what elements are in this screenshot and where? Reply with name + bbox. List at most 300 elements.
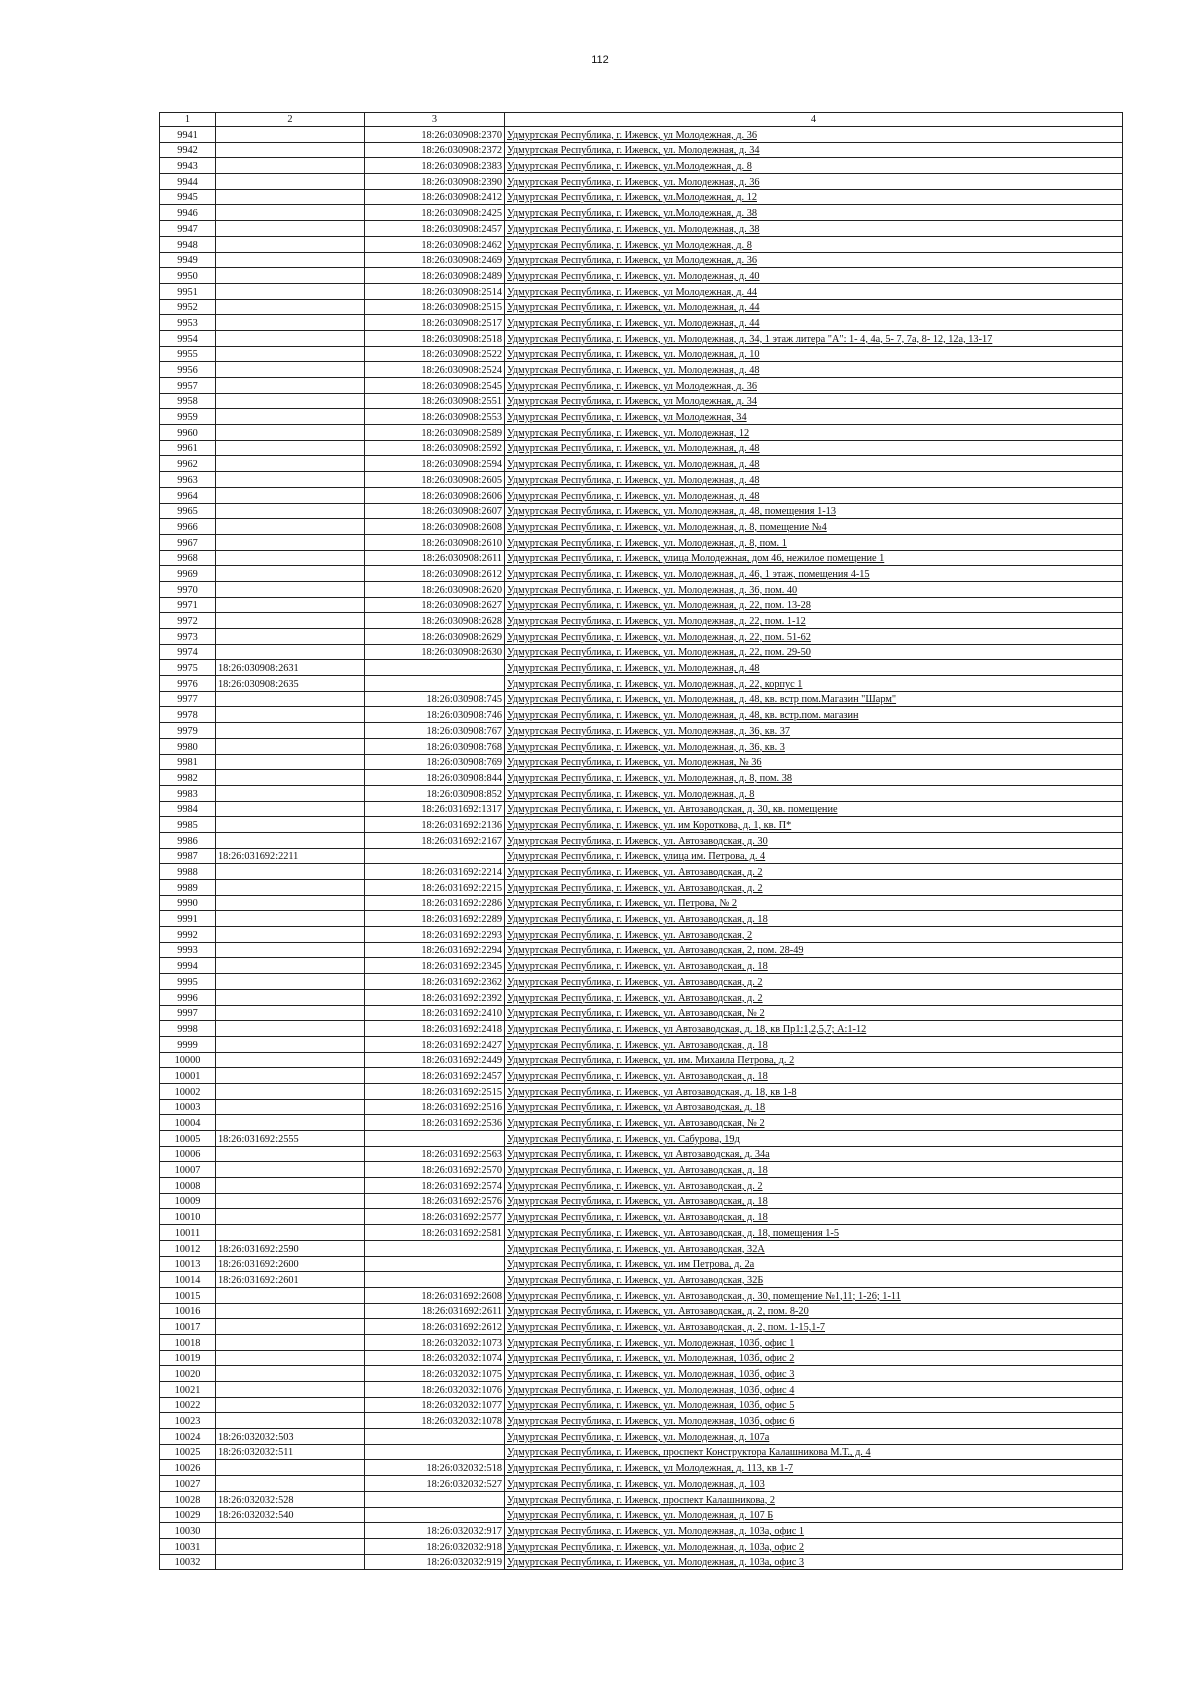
- cadastral-number-col3: 18:26:031692:2570: [365, 1162, 505, 1178]
- row-number: 9977: [160, 691, 216, 707]
- cadastral-number-col2: [216, 1476, 365, 1492]
- address: Удмуртская Республика, г. Ижевск, ул. Молодежная, д. 103: [505, 1476, 1123, 1492]
- row-number: 9980: [160, 738, 216, 754]
- row-number: 9983: [160, 785, 216, 801]
- cadastral-number-col2: [216, 1146, 365, 1162]
- table-row: [160, 1554, 1123, 1570]
- cadastral-number-col2: [216, 330, 365, 346]
- row-number: 10012: [160, 1240, 216, 1256]
- cadastral-number-col2: [216, 864, 365, 880]
- row-number: 9961: [160, 440, 216, 456]
- cadastral-number-col3: 18:26:030908:769: [365, 754, 505, 770]
- table-row: [160, 1099, 1123, 1115]
- cadastral-number-col3: [365, 1507, 505, 1523]
- address: Удмуртская Республика, г. Ижевск, ул. Молодежная, д. 8, пом. 38: [505, 770, 1123, 786]
- table-row: [160, 1256, 1123, 1272]
- cadastral-number-col2: 18:26:032032:511: [216, 1444, 365, 1460]
- cadastral-number-col2: [216, 1036, 365, 1052]
- table-row: [160, 409, 1123, 425]
- row-number: 9964: [160, 487, 216, 503]
- cadastral-number-col3: 18:26:030908:745: [365, 691, 505, 707]
- row-number: 10029: [160, 1507, 216, 1523]
- cadastral-number-col2: [216, 440, 365, 456]
- row-number: 10017: [160, 1319, 216, 1335]
- cadastral-number-col3: [365, 1491, 505, 1507]
- address: Удмуртская Республика, г. Ижевск, ул. Молодежная, 103б, офис 4: [505, 1382, 1123, 1398]
- cadastral-number-col3: 18:26:031692:2574: [365, 1178, 505, 1194]
- row-number: 10000: [160, 1052, 216, 1068]
- cadastral-number-col3: [365, 1272, 505, 1288]
- address: Удмуртская Республика, г. Ижевск, ул. Молодежная, д. 8: [505, 785, 1123, 801]
- table-row: [160, 268, 1123, 284]
- address: Удмуртская Республика, г. Ижевск, ул. Петрова, № 2: [505, 895, 1123, 911]
- cadastral-number-col3: 18:26:031692:2515: [365, 1083, 505, 1099]
- row-number: 10018: [160, 1334, 216, 1350]
- row-number: 9948: [160, 236, 216, 252]
- cadastral-number-col3: 18:26:032032:918: [365, 1538, 505, 1554]
- row-number: 9955: [160, 346, 216, 362]
- cadastral-number-col3: 18:26:030908:2610: [365, 534, 505, 550]
- address: Удмуртская Республика, г. Ижевск, ул Молодежная, д. 34: [505, 393, 1123, 409]
- cadastral-number-col3: 18:26:031692:2294: [365, 942, 505, 958]
- table-row: [160, 393, 1123, 409]
- address: Удмуртская Республика, г. Ижевск, ул. Молодежная, д. 22, пом. 51-62: [505, 629, 1123, 645]
- cadastral-number-col2: [216, 958, 365, 974]
- cadastral-number-col3: 18:26:030908:768: [365, 738, 505, 754]
- cadastral-number-col3: 18:26:031692:2215: [365, 880, 505, 896]
- row-number: 10023: [160, 1413, 216, 1429]
- cadastral-number-col2: 18:26:030908:2635: [216, 676, 365, 692]
- table-row: [160, 676, 1123, 692]
- cadastral-number-col3: 18:26:030908:2594: [365, 456, 505, 472]
- address: Удмуртская Республика, г. Ижевск, ул. Молодежная, д. 44: [505, 315, 1123, 331]
- cadastral-number-col3: 18:26:030908:2514: [365, 283, 505, 299]
- address: Удмуртская Республика, г. Ижевск, ул. Молодежная, д. 34, 1 этаж литера "А": 1- 4, 4а, 5- 7, 7а, 8- 12, 12а, 13-17: [505, 330, 1123, 346]
- row-number: 9967: [160, 534, 216, 550]
- cadastral-number-col3: 18:26:030908:852: [365, 785, 505, 801]
- address: Удмуртская Республика, г. Ижевск, ул. Молодежная, д. 107 Б: [505, 1507, 1123, 1523]
- table-row: [160, 1272, 1123, 1288]
- table-row: [160, 817, 1123, 833]
- cadastral-number-col3: 18:26:030908:746: [365, 707, 505, 723]
- cadastral-number-col2: [216, 942, 365, 958]
- cadastral-number-col2: 18:26:031692:2590: [216, 1240, 365, 1256]
- address: Удмуртская Республика, г. Ижевск, ул. Молодежная, д. 44: [505, 299, 1123, 315]
- cadastral-number-col2: [216, 1334, 365, 1350]
- cadastral-number-col2: [216, 629, 365, 645]
- row-number: 9988: [160, 864, 216, 880]
- cadastral-number-col3: [365, 848, 505, 864]
- row-number: 10015: [160, 1287, 216, 1303]
- cadastral-number-col3: 18:26:030908:2627: [365, 597, 505, 613]
- address: Удмуртская Республика, г. Ижевск, ул. Молодежная, д. 103а, офис 3: [505, 1554, 1123, 1570]
- address: Удмуртская Республика, г. Ижевск, ул. Молодежная, д. 107а: [505, 1429, 1123, 1445]
- cadastral-number-col3: 18:26:032032:1074: [365, 1350, 505, 1366]
- table-row: [160, 660, 1123, 676]
- row-number: 9946: [160, 205, 216, 221]
- cadastral-number-col2: 18:26:031692:2211: [216, 848, 365, 864]
- cadastral-number-col2: [216, 817, 365, 833]
- address: Удмуртская Республика, г. Ижевск, ул. Сабурова, 19д: [505, 1131, 1123, 1147]
- cadastral-number-col3: 18:26:030908:2545: [365, 378, 505, 394]
- cadastral-number-col2: [216, 1538, 365, 1554]
- cadastral-number-col3: 18:26:030908:2518: [365, 330, 505, 346]
- cadastral-number-col3: [365, 1444, 505, 1460]
- cadastral-number-col3: 18:26:031692:2289: [365, 911, 505, 927]
- row-number: 10004: [160, 1115, 216, 1131]
- table-row: [160, 629, 1123, 645]
- address: Удмуртская Республика, г. Ижевск, ул. Молодежная, д. 103а, офис 1: [505, 1523, 1123, 1539]
- table-row: [160, 832, 1123, 848]
- table-row: [160, 770, 1123, 786]
- address: Удмуртская Республика, г. Ижевск, ул. им. Михаила Петрова, д. 2: [505, 1052, 1123, 1068]
- table-row: [160, 1491, 1123, 1507]
- cadastral-number-col2: [216, 1366, 365, 1382]
- cadastral-number-col2: 18:26:030908:2631: [216, 660, 365, 676]
- cadastral-number-col2: [216, 1554, 365, 1570]
- row-number: 10005: [160, 1131, 216, 1147]
- cadastral-number-col3: 18:26:031692:2449: [365, 1052, 505, 1068]
- cadastral-number-col2: [216, 1005, 365, 1021]
- cadastral-number-col2: [216, 566, 365, 582]
- table-row: [160, 1068, 1123, 1084]
- table-row: [160, 1538, 1123, 1554]
- row-number: 9947: [160, 221, 216, 237]
- address: Удмуртская Республика, г. Ижевск, ул Молодежная, д. 36: [505, 378, 1123, 394]
- cadastral-number-col3: 18:26:030908:2383: [365, 158, 505, 174]
- address: Удмуртская Республика, г. Ижевск, улица им. Петрова, д. 4: [505, 848, 1123, 864]
- table-row: [160, 1334, 1123, 1350]
- row-number: 10002: [160, 1083, 216, 1099]
- table-row: [160, 1178, 1123, 1194]
- address: Удмуртская Республика, г. Ижевск, ул. Молодежная, д. 10: [505, 346, 1123, 362]
- row-number: 9943: [160, 158, 216, 174]
- cadastral-number-col2: [216, 1319, 365, 1335]
- address: Удмуртская Республика, г. Ижевск, ул. Молодежная, д. 48: [505, 660, 1123, 676]
- address: Удмуртская Республика, г. Ижевск, ул. Автозаводская, д. 2, пом. 1-15,1-7: [505, 1319, 1123, 1335]
- address: Удмуртская Республика, г. Ижевск, ул. Автозаводская, 32А: [505, 1240, 1123, 1256]
- table-row: [160, 1366, 1123, 1382]
- address: Удмуртская Республика, г. Ижевск, ул. Молодежная, д. 48: [505, 440, 1123, 456]
- cadastral-number-col2: [216, 707, 365, 723]
- table-row: [160, 1225, 1123, 1241]
- cadastral-number-col3: 18:26:030908:2469: [365, 252, 505, 268]
- address: Удмуртская Республика, г. Ижевск, ул. Автозаводская, д. 18: [505, 1068, 1123, 1084]
- cadastral-number-col2: [216, 409, 365, 425]
- address: Удмуртская Республика, г. Ижевск, ул. Молодежная, д. 22, пом. 13-28: [505, 597, 1123, 613]
- cadastral-number-col2: [216, 425, 365, 441]
- table-row: [160, 1460, 1123, 1476]
- cadastral-number-col3: 18:26:032032:1075: [365, 1366, 505, 1382]
- cadastral-number-col2: 18:26:031692:2555: [216, 1131, 365, 1147]
- address: Удмуртская Республика, г. Ижевск, ул. Молодежная, д. 36, кв. 3: [505, 738, 1123, 754]
- cadastral-number-col3: 18:26:032032:1078: [365, 1413, 505, 1429]
- column-header-3: 3: [365, 113, 505, 127]
- row-number: 10007: [160, 1162, 216, 1178]
- address: Удмуртская Республика, г. Ижевск, ул. Молодежная, д. 8, помещение №4: [505, 519, 1123, 535]
- address: Удмуртская Республика, г. Ижевск, ул. Автозаводская, д. 2: [505, 864, 1123, 880]
- cadastral-number-col2: [216, 1350, 365, 1366]
- cadastral-number-col2: [216, 283, 365, 299]
- cadastral-number-col2: [216, 1115, 365, 1131]
- table-row: [160, 174, 1123, 190]
- cadastral-number-col2: [216, 519, 365, 535]
- cadastral-number-col3: [365, 676, 505, 692]
- table-row: [160, 1193, 1123, 1209]
- table-row: [160, 1444, 1123, 1460]
- cadastral-number-col3: 18:26:031692:2516: [365, 1099, 505, 1115]
- cadastral-number-col2: [216, 1397, 365, 1413]
- table-row: [160, 189, 1123, 205]
- cadastral-number-col2: [216, 1068, 365, 1084]
- cadastral-number-col2: 18:26:032032:503: [216, 1429, 365, 1445]
- table-row: [160, 503, 1123, 519]
- row-number: 9942: [160, 142, 216, 158]
- table-row: [160, 848, 1123, 864]
- cadastral-number-col2: [216, 581, 365, 597]
- row-number: 9959: [160, 409, 216, 425]
- table-row: [160, 205, 1123, 221]
- address: Удмуртская Республика, г. Ижевск, ул. Автозаводская, д. 2: [505, 1178, 1123, 1194]
- row-number: 9958: [160, 393, 216, 409]
- address: Удмуртская Республика, г. Ижевск, ул. Автозаводская, д. 18: [505, 911, 1123, 927]
- cadastral-number-col2: [216, 738, 365, 754]
- table-row: [160, 801, 1123, 817]
- cadastral-number-col2: [216, 1052, 365, 1068]
- table-row: [160, 1131, 1123, 1147]
- address: Удмуртская Республика, г. Ижевск, ул. Автозаводская, д. 18: [505, 1209, 1123, 1225]
- cadastral-number-col2: [216, 346, 365, 362]
- cadastral-number-col2: [216, 1303, 365, 1319]
- cadastral-number-col2: [216, 378, 365, 394]
- table-row: [160, 330, 1123, 346]
- row-number: 9952: [160, 299, 216, 315]
- cadastral-number-col2: [216, 221, 365, 237]
- address: Удмуртская Республика, г. Ижевск, ул. Молодежная, 103б, офис 6: [505, 1413, 1123, 1429]
- cadastral-number-col2: [216, 974, 365, 990]
- table-row: [160, 472, 1123, 488]
- row-number: 9998: [160, 1021, 216, 1037]
- cadastral-number-col2: [216, 205, 365, 221]
- table-row: [160, 958, 1123, 974]
- cadastral-number-col2: 18:26:032032:528: [216, 1491, 365, 1507]
- cadastral-number-col3: 18:26:031692:2167: [365, 832, 505, 848]
- table-row: [160, 864, 1123, 880]
- address: Удмуртская Республика, г. Ижевск, ул Молодежная, д. 36: [505, 252, 1123, 268]
- cadastral-number-col2: [216, 911, 365, 927]
- table-row: [160, 911, 1123, 927]
- address: Удмуртская Республика, г. Ижевск, ул. Молодежная, д. 48, кв. встр пом.Магазин "Шарм": [505, 691, 1123, 707]
- cadastral-number-col2: [216, 456, 365, 472]
- address: Удмуртская Республика, г. Ижевск, ул. Молодежная, 103б, офис 2: [505, 1350, 1123, 1366]
- cadastral-number-col2: [216, 1460, 365, 1476]
- cadastral-number-col3: 18:26:030908:2605: [365, 472, 505, 488]
- address: Удмуртская Республика, г. Ижевск, ул. Молодежная, д. 48: [505, 472, 1123, 488]
- table-row: [160, 1036, 1123, 1052]
- row-number: 10031: [160, 1538, 216, 1554]
- address: Удмуртская Республика, г. Ижевск, ул. Молодежная, д. 34: [505, 142, 1123, 158]
- cadastral-number-col2: [216, 189, 365, 205]
- table-row: [160, 1350, 1123, 1366]
- cadastral-number-col2: [216, 503, 365, 519]
- cadastral-number-col3: 18:26:031692:2427: [365, 1036, 505, 1052]
- row-number: 10003: [160, 1099, 216, 1115]
- row-number: 9989: [160, 880, 216, 896]
- address: Удмуртская Республика, г. Ижевск, ул. Автозаводская, д. 30, помещение №1,11; 1-26; 1-11: [505, 1287, 1123, 1303]
- cadastral-number-col2: [216, 832, 365, 848]
- row-number: 9953: [160, 315, 216, 331]
- address: Удмуртская Республика, г. Ижевск, ул Автозаводская, д. 18: [505, 1099, 1123, 1115]
- address: Удмуртская Республика, г. Ижевск, ул. Автозаводская, д. 30, кв. помещение: [505, 801, 1123, 817]
- cadastral-number-col3: 18:26:030908:2517: [365, 315, 505, 331]
- row-number: 9981: [160, 754, 216, 770]
- cadastral-number-col2: [216, 770, 365, 786]
- cadastral-number-col3: 18:26:031692:2293: [365, 927, 505, 943]
- row-number: 10006: [160, 1146, 216, 1162]
- table-row: [160, 1319, 1123, 1335]
- address: Удмуртская Республика, г. Ижевск, ул. Молодежная, д. 48, помещения 1-13: [505, 503, 1123, 519]
- table-row: [160, 1476, 1123, 1492]
- table-row: [160, 1021, 1123, 1037]
- address: Удмуртская Республика, г. Ижевск, ул.Молодежная, д. 12: [505, 189, 1123, 205]
- row-number: 9979: [160, 723, 216, 739]
- cadastral-number-col3: 18:26:030908:2457: [365, 221, 505, 237]
- address: Удмуртская Республика, г. Ижевск, ул. Молодежная, д. 22, корпус 1: [505, 676, 1123, 692]
- cadastral-number-col2: [216, 362, 365, 378]
- table-row: [160, 534, 1123, 550]
- address: Удмуртская Республика, г. Ижевск, ул Молодежная, д. 36: [505, 127, 1123, 143]
- address: Удмуртская Республика, г. Ижевск, ул. Автозаводская, д. 18: [505, 1162, 1123, 1178]
- row-number: 9996: [160, 989, 216, 1005]
- table-row: [160, 315, 1123, 331]
- address: Удмуртская Республика, г. Ижевск, ул. Молодежная, д. 40: [505, 268, 1123, 284]
- table-row: [160, 299, 1123, 315]
- table-row: [160, 1162, 1123, 1178]
- address: Удмуртская Республика, г. Ижевск, ул Автозаводская, д. 18, кв 1-8: [505, 1083, 1123, 1099]
- cadastral-number-col3: 18:26:030908:2462: [365, 236, 505, 252]
- table-row: [160, 550, 1123, 566]
- table-row: [160, 1523, 1123, 1539]
- table-row: [160, 519, 1123, 535]
- cadastral-number-col2: [216, 252, 365, 268]
- column-header-2: 2: [216, 113, 365, 127]
- cadastral-number-col3: 18:26:031692:2608: [365, 1287, 505, 1303]
- address: Удмуртская Республика, г. Ижевск, ул. Молодежная, д. 46, 1 этаж, помещения 4-15: [505, 566, 1123, 582]
- table-row: [160, 1083, 1123, 1099]
- cadastral-number-col3: [365, 1240, 505, 1256]
- cadastral-number-col3: 18:26:030908:2606: [365, 487, 505, 503]
- cadastral-number-col3: [365, 1429, 505, 1445]
- address: Удмуртская Республика, г. Ижевск, ул. Молодежная, № 36: [505, 754, 1123, 770]
- address: Удмуртская Республика, г. Ижевск, ул. Автозаводская, д. 2: [505, 989, 1123, 1005]
- cadastral-number-col3: 18:26:030908:2425: [365, 205, 505, 221]
- table-row: [160, 974, 1123, 990]
- cadastral-number-col3: 18:26:032032:527: [365, 1476, 505, 1492]
- address: Удмуртская Республика, г. Ижевск, ул. Автозаводская, № 2: [505, 1005, 1123, 1021]
- table-row: [160, 252, 1123, 268]
- cadastral-number-col2: [216, 754, 365, 770]
- cadastral-number-col3: [365, 1131, 505, 1147]
- cadastral-number-col2: [216, 127, 365, 143]
- cadastral-number-col3: 18:26:030908:2390: [365, 174, 505, 190]
- row-number: 9957: [160, 378, 216, 394]
- cadastral-number-col2: [216, 691, 365, 707]
- address: Удмуртская Республика, г. Ижевск, ул. Автозаводская, д. 30: [505, 832, 1123, 848]
- address: Удмуртская Республика, г. Ижевск, ул. им Петрова, д. 2а: [505, 1256, 1123, 1272]
- row-number: 9963: [160, 472, 216, 488]
- cadastral-number-col3: 18:26:032032:1073: [365, 1334, 505, 1350]
- row-number: 10001: [160, 1068, 216, 1084]
- cadastral-number-col3: 18:26:032032:919: [365, 1554, 505, 1570]
- cadastral-number-col2: [216, 1021, 365, 1037]
- cadastral-number-col2: [216, 534, 365, 550]
- table-row: [160, 456, 1123, 472]
- row-number: 9974: [160, 644, 216, 660]
- cadastral-number-col2: [216, 597, 365, 613]
- cadastral-number-col2: 18:26:032032:540: [216, 1507, 365, 1523]
- address: Удмуртская Республика, г. Ижевск, ул Автозаводская, д. 18, кв Пр1:1,2,5,7; А:1-12: [505, 1021, 1123, 1037]
- cadastral-number-col3: 18:26:030908:2515: [365, 299, 505, 315]
- table-row: [160, 221, 1123, 237]
- address: Удмуртская Республика, г. Ижевск, ул Молодежная, д. 44: [505, 283, 1123, 299]
- table-row: [160, 1146, 1123, 1162]
- row-number: 9960: [160, 425, 216, 441]
- row-number: 9987: [160, 848, 216, 864]
- cadastral-number-col3: 18:26:030908:2370: [365, 127, 505, 143]
- address: Удмуртская Республика, г. Ижевск, ул. Молодежная, д. 36, кв. 37: [505, 723, 1123, 739]
- cadastral-number-col3: 18:26:030908:2522: [365, 346, 505, 362]
- cadastral-number-col3: 18:26:032032:518: [365, 1460, 505, 1476]
- address: Удмуртская Республика, г. Ижевск, проспект Калашникова, 2: [505, 1491, 1123, 1507]
- row-number: 9994: [160, 958, 216, 974]
- cadastral-number-col3: 18:26:030908:2607: [365, 503, 505, 519]
- row-number: 9941: [160, 127, 216, 143]
- row-number: 9951: [160, 283, 216, 299]
- table-row: [160, 895, 1123, 911]
- cadastral-number-col3: 18:26:030908:2372: [365, 142, 505, 158]
- cadastral-number-col2: [216, 472, 365, 488]
- row-number: 9972: [160, 613, 216, 629]
- table-row: [160, 707, 1123, 723]
- address: Удмуртская Республика, г. Ижевск, ул. Молодежная, 12: [505, 425, 1123, 441]
- table-row: [160, 283, 1123, 299]
- table-row: [160, 1209, 1123, 1225]
- cadastral-number-col3: 18:26:030908:2608: [365, 519, 505, 535]
- cadastral-number-col3: 18:26:030908:2553: [365, 409, 505, 425]
- page-number: 112: [591, 54, 609, 66]
- address: Удмуртская Республика, г. Ижевск, ул. Молодежная, д. 36, пом. 40: [505, 581, 1123, 597]
- table-row: [160, 880, 1123, 896]
- row-number: 9950: [160, 268, 216, 284]
- address: Удмуртская Республика, г. Ижевск, ул. Молодежная, д. 36: [505, 174, 1123, 190]
- row-number: 9949: [160, 252, 216, 268]
- row-number: 10022: [160, 1397, 216, 1413]
- row-number: 9990: [160, 895, 216, 911]
- address: Удмуртская Республика, г. Ижевск, ул. им Короткова, д. 1, кв. П*: [505, 817, 1123, 833]
- cadastral-number-col3: 18:26:032032:917: [365, 1523, 505, 1539]
- table-row: [160, 1052, 1123, 1068]
- cadastral-number-col3: 18:26:030908:2628: [365, 613, 505, 629]
- row-number: 9962: [160, 456, 216, 472]
- cadastral-number-col2: [216, 174, 365, 190]
- cadastral-number-col3: 18:26:030908:2489: [365, 268, 505, 284]
- address: Удмуртская Республика, г. Ижевск, ул. Молодежная, д. 22, пом. 1-12: [505, 613, 1123, 629]
- row-number: 10027: [160, 1476, 216, 1492]
- cadastral-number-col3: 18:26:030908:2412: [365, 189, 505, 205]
- cadastral-number-col2: [216, 1083, 365, 1099]
- cadastral-number-col2: [216, 236, 365, 252]
- row-number: 9982: [160, 770, 216, 786]
